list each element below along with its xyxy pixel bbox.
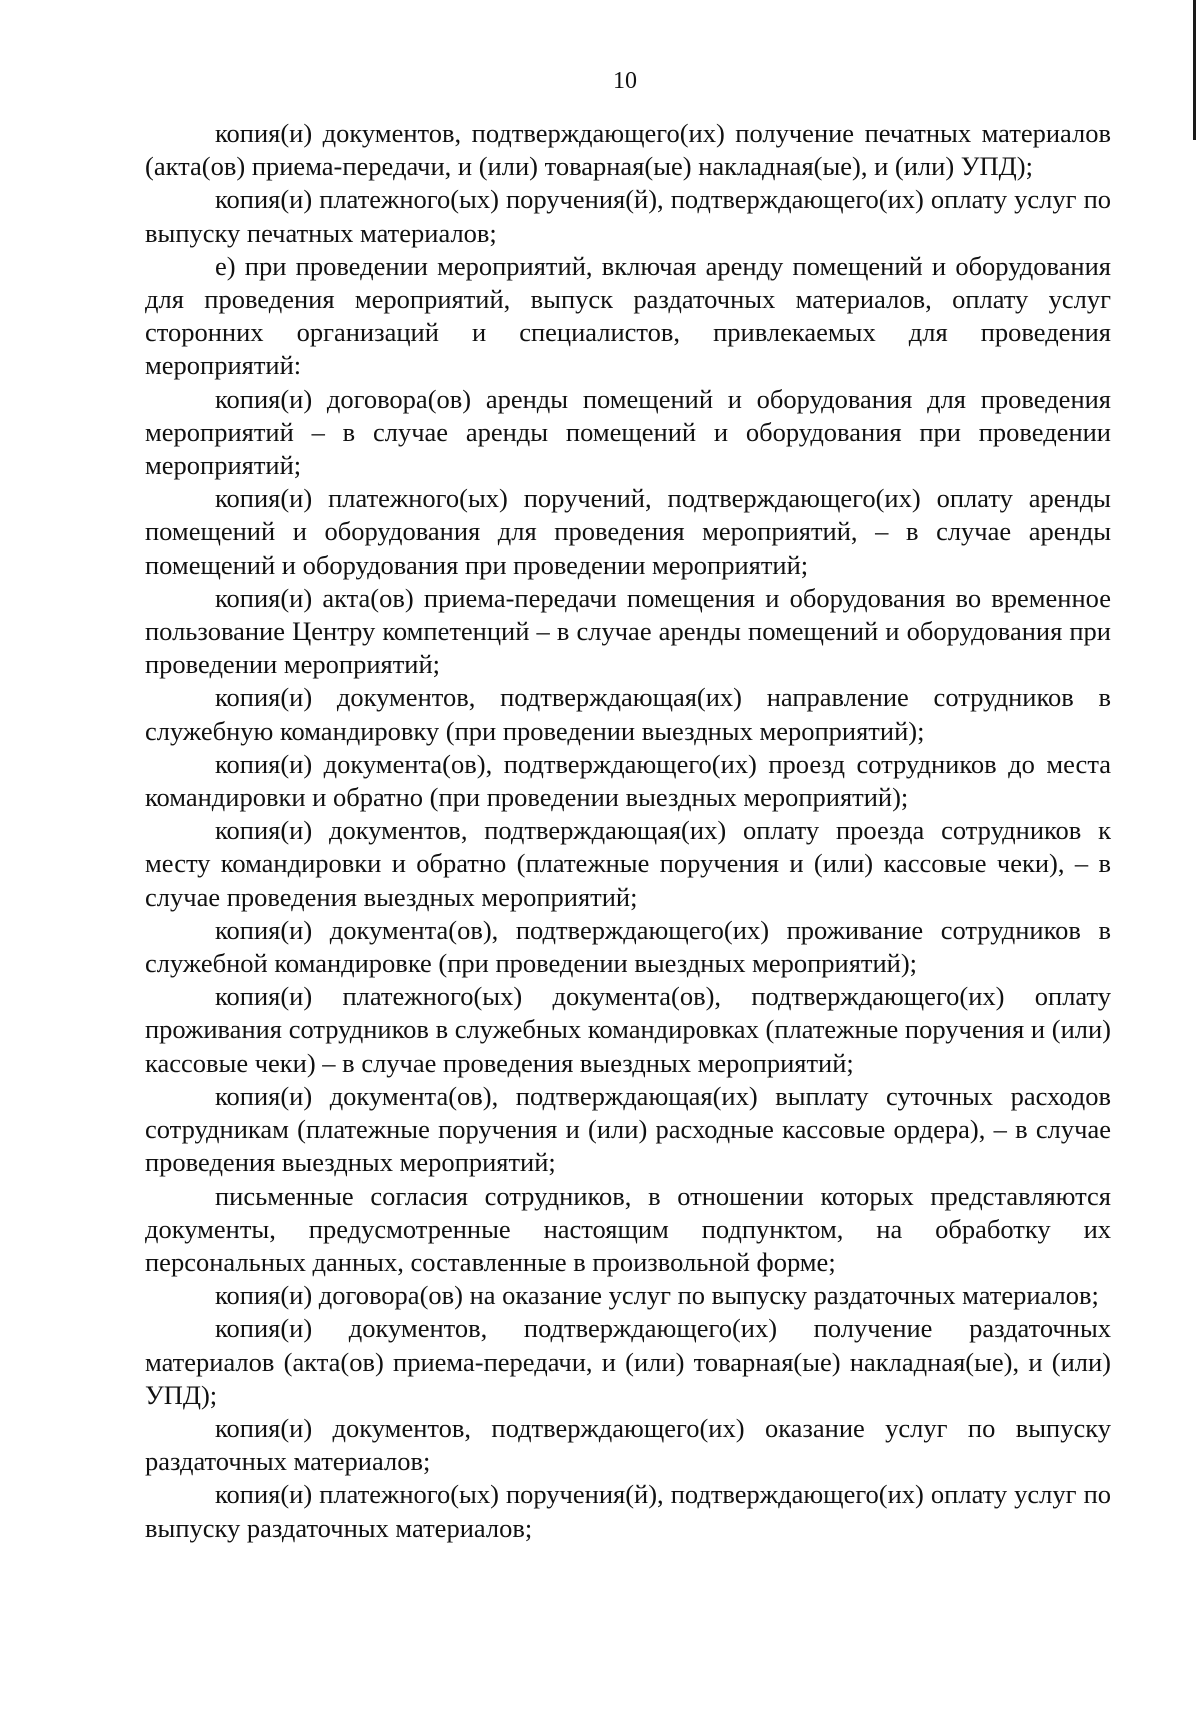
paragraph: копия(и) документов, подтверждающего(их) оказание услуг по выпуску раздаточных материалов; <box>145 1412 1111 1477</box>
paragraph: копия(и) документов, подтверждающего(их) получение печатных материалов (акта(ов) приема-передачи, и (или) товарная(ые) накладная(ые), и (или) УПД); <box>145 118 1111 182</box>
paragraph: копия(и) документа(ов), подтверждающая(их) выплату суточных расходов сотрудникам (платежные поручения и (или) расходные кассовые ордера), – в случае проведения выездных мероприятий; <box>145 1080 1111 1178</box>
paragraph: копия(и) платежного(ых) документа(ов), подтверждающего(их) оплату проживания сотрудников в служебных командировках (платежные поручения и (или) кассовые чеки) – в случае проведения выездных мероприятий; <box>145 981 1111 1078</box>
paragraph: копия(и) документов, подтверждающего(их) получение раздаточных материалов (акта(ов) приема-передачи, и (или) товарная(ые) накладная(ые), и (или) УПД); <box>145 1313 1111 1410</box>
paragraph: копия(и) платежного(ых) поручений, подтверждающего(их) оплату аренды помещений и оборудования для проведения мероприятий, – в случае аренды помещений и оборудования при проведении мероприятий; <box>145 483 1111 580</box>
paragraph: копия(и) документа(ов), подтверждающего(их) проезд сотрудников до места командировки и обратно (при проведении выездных мероприятий); <box>145 748 1111 813</box>
paragraph: копия(и) платежного(ых) поручения(й), подтверждающего(их) оплату услуг по выпуску печатных материалов; <box>145 184 1111 248</box>
paragraph: письменные согласия сотрудников, в отношении которых представляются документы, предусмотренные настоящим подпунктом, на обработку их персональных данных, составленные в произвольной форме; <box>145 1180 1111 1277</box>
paragraph: копия(и) договора(ов) аренды помещений и оборудования для проведения мероприятий – в случае аренды помещений и оборудования при проведении мероприятий; <box>145 383 1111 481</box>
paragraph: копия(и) договора(ов) на оказание услуг по выпуску раздаточных материалов; <box>215 1280 1099 1311</box>
paragraph: копия(и) документа(ов), подтверждающего(их) проживание сотрудников в служебной командировке (при проведении выездных мероприятий); <box>145 914 1111 979</box>
paragraph: е) при проведении мероприятий, включая аренду помещений и оборудования для проведения мероприятий, выпуск раздаточных материалов, оплату услуг сторонних организаций и специалистов, привлекаемых для проведения мероприятий: <box>145 250 1111 381</box>
paragraph: копия(и) документов, подтверждающая(их) оплату проезда сотрудников к месту командировки и обратно (платежные поручения и (или) кассовые чеки), – в случае проведения выездных мероприятий; <box>145 815 1111 912</box>
page-number: 10 <box>613 68 637 94</box>
paragraph: копия(и) платежного(ых) поручения(й), подтверждающего(их) оплату услуг по выпуску раздаточных материалов; <box>145 1479 1111 1543</box>
document-body <box>145 117 1111 1545</box>
paragraph: копия(и) акта(ов) приема-передачи помещения и оборудования во временное пользование Центру компетенций – в случае аренды помещений и оборудования при проведении мероприятий; <box>145 582 1111 680</box>
paragraph: копия(и) документов, подтверждающая(их) направление сотрудников в служебную командировку (при проведении выездных мероприятий); <box>145 682 1111 746</box>
